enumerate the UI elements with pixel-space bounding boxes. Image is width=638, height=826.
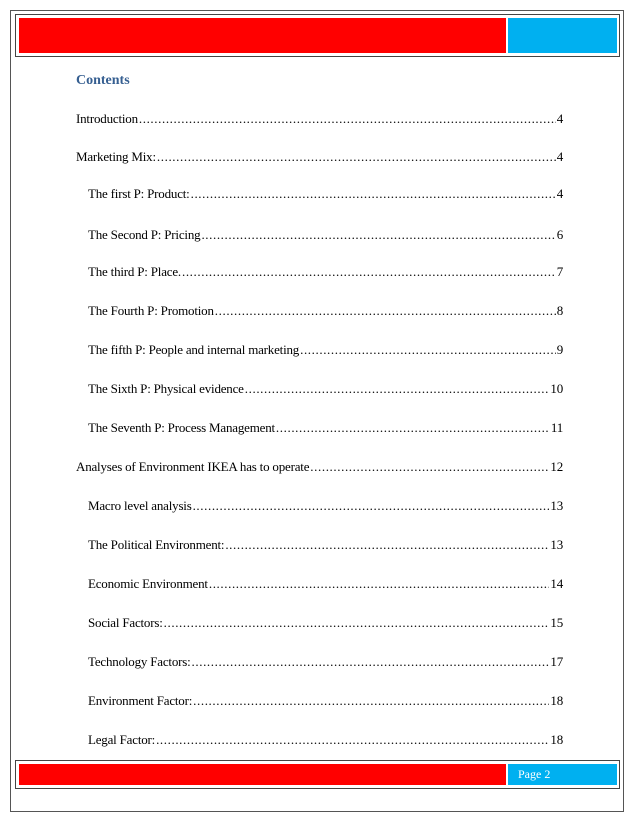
toc-entry[interactable] bbox=[88, 418, 563, 436]
toc-entry-label: The third P: Place. bbox=[88, 264, 181, 279]
contents-heading: Contents bbox=[76, 73, 130, 88]
toc-entry[interactable] bbox=[88, 184, 563, 202]
toc-entry[interactable] bbox=[88, 691, 563, 709]
toc-entry-page-number: 12 bbox=[550, 459, 563, 474]
toc-entry[interactable] bbox=[88, 730, 563, 748]
toc-entry-label: The first P: Product: bbox=[88, 186, 190, 201]
toc-entry-page-number: 4 bbox=[556, 186, 563, 201]
toc-entry-page-number: 15 bbox=[550, 615, 563, 630]
toc-dot-leader bbox=[164, 615, 550, 631]
toc-entry-page-number: 11 bbox=[550, 420, 563, 435]
toc-entry-label: Marketing Mix: bbox=[76, 149, 156, 164]
toc-entry-page-number: 10 bbox=[550, 381, 563, 396]
page-number-label: Page 2 bbox=[518, 767, 551, 781]
toc-dot-leader bbox=[209, 576, 550, 592]
toc-dot-leader bbox=[193, 693, 549, 709]
toc-entry-page-number: 17 bbox=[550, 654, 563, 669]
toc-entry-label: Macro level analysis bbox=[88, 498, 192, 513]
toc-entry-page-number: 8 bbox=[556, 303, 563, 318]
toc-entry-label: The Political Environment: bbox=[88, 537, 225, 552]
toc-entry-page-number: 6 bbox=[556, 227, 563, 242]
toc-entry[interactable] bbox=[76, 109, 563, 127]
toc-entry-page-number: 4 bbox=[556, 111, 563, 126]
toc-entry-page-number: 4 bbox=[556, 149, 563, 164]
toc-entry[interactable] bbox=[88, 652, 563, 670]
toc-entry-label: Technology Factors: bbox=[88, 654, 191, 669]
toc-dot-leader bbox=[182, 264, 556, 280]
toc-entry-page-number: 18 bbox=[550, 693, 563, 708]
toc-entry-label: Analyses of Environment IKEA has to operate bbox=[76, 459, 310, 474]
toc-entry[interactable] bbox=[76, 147, 563, 165]
toc-dot-leader bbox=[215, 303, 556, 319]
toc-dot-leader bbox=[310, 459, 549, 475]
toc-entry[interactable] bbox=[88, 301, 563, 319]
toc-entry-page-number: 13 bbox=[550, 498, 563, 513]
toc-entry[interactable] bbox=[88, 262, 563, 280]
toc-entry-label: Economic Environment bbox=[88, 576, 208, 591]
toc-dot-leader bbox=[157, 149, 556, 165]
toc-entry-label: Legal Factor: bbox=[88, 732, 156, 747]
toc-dot-leader bbox=[139, 111, 556, 127]
toc-dot-leader bbox=[300, 342, 556, 358]
header-red-block bbox=[19, 18, 506, 53]
toc-entry-page-number: 9 bbox=[556, 342, 563, 357]
toc-entry[interactable] bbox=[88, 496, 563, 514]
toc-entry-label: The Second P: Pricing bbox=[88, 227, 201, 242]
toc-entry[interactable] bbox=[88, 613, 563, 631]
toc-dot-leader bbox=[276, 420, 550, 436]
toc-entry-label: Introduction bbox=[76, 111, 138, 126]
toc-dot-leader bbox=[245, 381, 550, 397]
toc-entry-label: Environment Factor: bbox=[88, 693, 193, 708]
toc-entry-page-number: 7 bbox=[556, 264, 563, 279]
toc-entry[interactable] bbox=[76, 457, 563, 475]
toc-entry-label: The Fourth P: Promotion bbox=[88, 303, 214, 318]
toc-entry-label: Social Factors: bbox=[88, 615, 163, 630]
toc-dot-leader bbox=[225, 537, 549, 553]
header-bar bbox=[15, 14, 620, 57]
toc-entry[interactable] bbox=[88, 225, 563, 243]
toc-entry-label: The Sixth P: Physical evidence bbox=[88, 381, 244, 396]
toc-entry-label: The Seventh P: Process Management bbox=[88, 420, 275, 435]
toc-dot-leader bbox=[191, 186, 556, 202]
toc-dot-leader bbox=[193, 498, 550, 514]
toc-entry-page-number: 18 bbox=[550, 732, 563, 747]
toc-entry[interactable] bbox=[88, 340, 563, 358]
toc-entry[interactable] bbox=[88, 379, 563, 397]
toc-entry[interactable] bbox=[88, 574, 563, 592]
toc-dot-leader bbox=[201, 227, 555, 243]
toc-entry-page-number: 14 bbox=[550, 576, 563, 591]
toc-dot-leader bbox=[192, 654, 550, 670]
footer-blue-block bbox=[508, 764, 617, 785]
footer-bar bbox=[15, 760, 620, 789]
footer-red-block bbox=[19, 764, 506, 785]
header-blue-block bbox=[508, 18, 617, 53]
toc-dot-leader bbox=[156, 732, 549, 748]
toc-entry-page-number: 13 bbox=[550, 537, 563, 552]
toc-entry-label: The fifth P: People and internal marketing bbox=[88, 342, 300, 357]
toc-entry[interactable] bbox=[88, 535, 563, 553]
